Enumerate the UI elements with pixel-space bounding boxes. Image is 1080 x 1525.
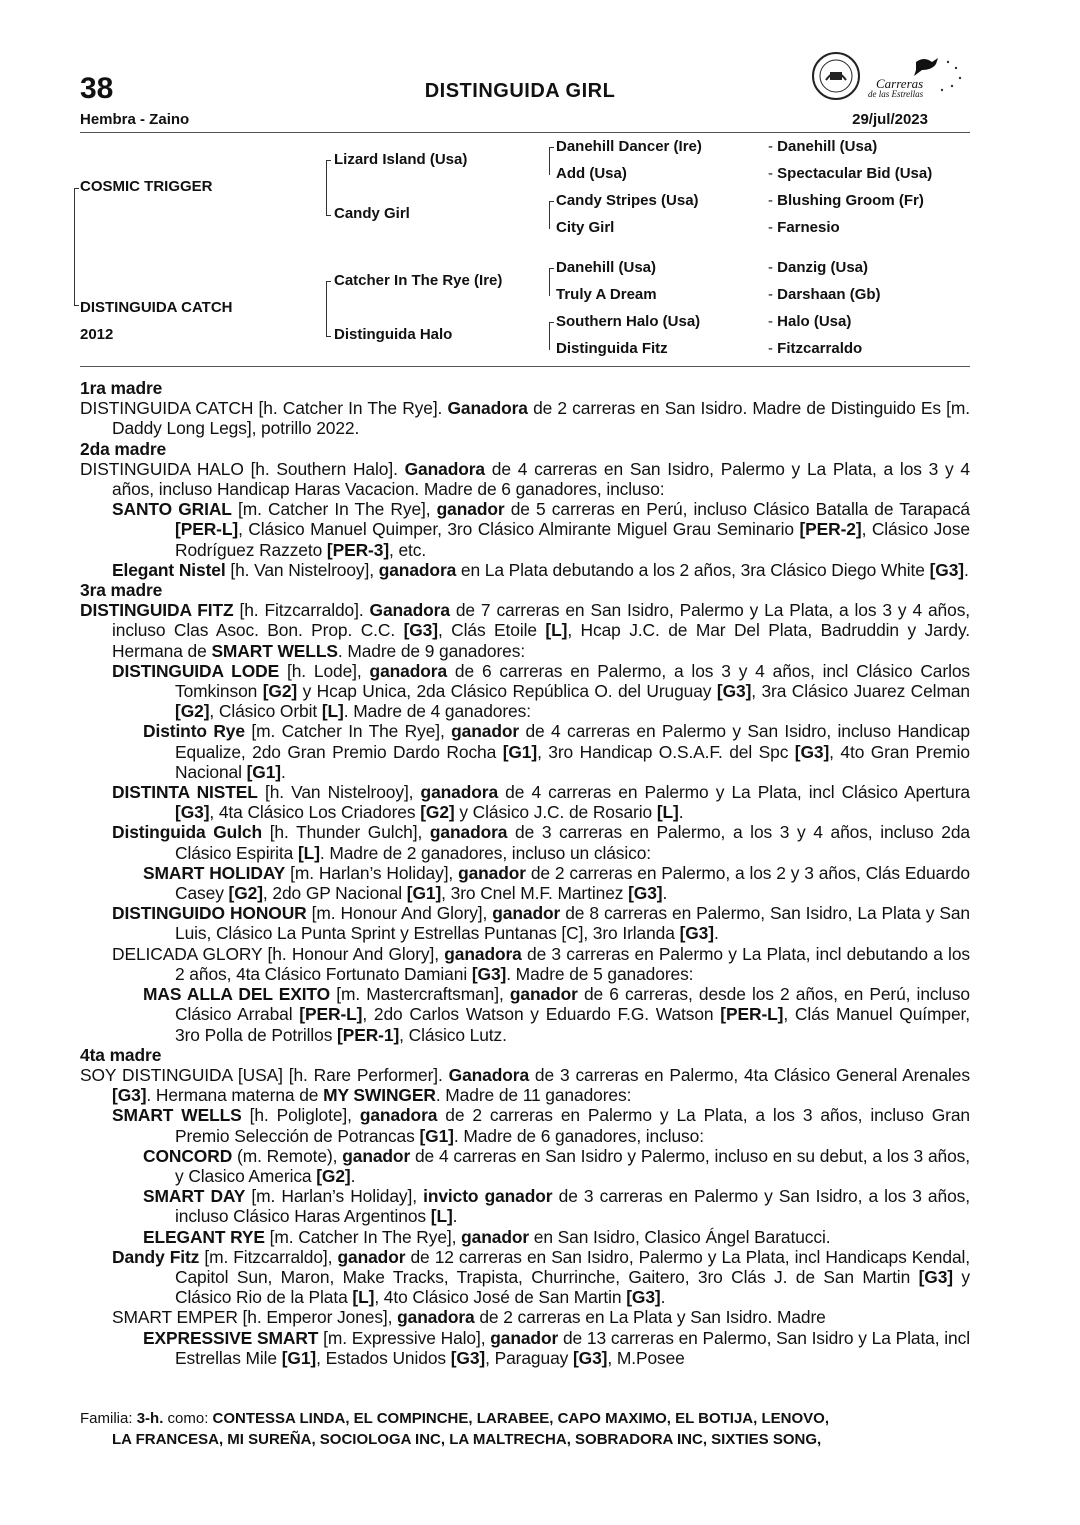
emphasis-text: [G3] [626,1287,661,1308]
emphasis-text: [L] [656,802,679,823]
emphasis-text: [G2] [228,883,263,904]
entry-text: [m. Catcher In The Rye], [264,1226,462,1247]
entry-text: [m. Mastercraftsman], [330,984,510,1005]
entry-text: . [350,1165,356,1186]
entry-text: de 2 carreras en La Plata y San Isidro. Madre [474,1307,826,1328]
emphasis-text: SANTO GRIAL [112,499,232,520]
emphasis-text: [G3] [628,883,663,904]
emphasis-text: ganadora [444,943,522,964]
entry-text: , Clásico Jose Rodríguez Razzeto [175,519,970,560]
emphasis-text: ganador [509,984,578,1005]
entry-text: , Clásico Orbit [209,701,322,722]
familia-como: como: [163,1410,213,1427]
entry-text: de 4 carreras en Palermo y La Plata, incl Clásico Apertura [498,782,970,803]
pedigree-year: 2012 [80,326,114,343]
emphasis-text: ganadora [369,660,448,681]
dam-entry [80,600,970,661]
emphasis-text: Ganadora [448,1064,530,1085]
entry-text: de 4 carreras en Palermo y San Isidro, incluso Handicap Equalize, 2do Gran Premio Dardo Rocha [175,721,970,762]
entry-text: de 7 carreras en San Isidro, Palermo y La Plata, a los 3 y 4 años, incluso Clas Asoc. Bon. Prop. C.C. [112,600,971,641]
emphasis-text: [L] [545,620,568,641]
entry-text: [m. Harlan’s Holiday], [285,862,459,883]
emphasis-text: DISTINGUIDA FITZ [80,600,234,621]
familia-number: 3-h. [136,1410,164,1427]
emphasis-text: [L] [297,842,320,863]
pedigree-tick [549,201,554,202]
produce-entry [80,984,970,1045]
emphasis-text: [G1] [281,1347,317,1368]
emphasis-text: [L] [430,1206,453,1227]
entry-text: , Clás Etoile [437,620,546,641]
emphasis-text: Ganadora [404,458,485,479]
produce-entry [80,560,970,580]
emphasis-text: ganadora [397,1307,475,1328]
date: 29/jul/2023 [852,111,928,128]
pedigree-gen4-name: Blushing Groom (Fr) [777,192,924,209]
pedigree-tick [326,336,331,337]
entry-text: de 12 carreras en San Isidro, Palermo y La Plata, incl Handicaps Kendal, Capitol Sun, Maron, Make Tracks, Trapista, Churrinche, Gaitero, 3ro Clás J. de San Martin [175,1246,971,1287]
pedigree-sire: COSMIC TRIGGER [80,178,213,195]
entry-text: de 4 carreras en San Isidro y Palermo, incluso en su debut, a los 3 años, y Clasico America [175,1145,970,1186]
entry-text: de 13 carreras en Palermo, San Isidro y La Plata, incl Estrellas Mile [175,1327,970,1368]
entry-text: , 3ra Clásico Juarez Celman [751,681,970,702]
entry-text: [h. Van Nistelrooy], [225,559,379,580]
pedigree-gen4: - Halo (Usa) [768,313,852,330]
emphasis-text: ganadora [429,822,508,843]
entry-text: SMART EMPER [h. Emperor Jones], [112,1307,398,1328]
emphasis-text: MY SWINGER [323,1085,436,1106]
entry-text: , Paraguay [485,1347,573,1368]
entry-text: . Hermana materna de [146,1085,324,1106]
entry-text: , 3ro Handicap O.S.A.F. del Spc [537,741,795,762]
produce-entry [80,1105,970,1145]
pedigree-gen3: Danehill (Usa) [556,259,657,276]
emphasis-text: [G3] [929,559,964,580]
emphasis-text: SMART WELLS [211,640,338,661]
entry-text: de 4 carreras en San Isidro, Palermo y La Plata, a los 3 y 4 años, incluso Handicap Haras Vacacion. Madre de 6 ganadores, incluso: [112,458,970,500]
entry-text: [h. Poliglote], [241,1105,360,1126]
emphasis-text: DISTINGUIDA LODE [112,660,280,681]
entry-text: , M.Posee [607,1347,685,1368]
entry-text: , 4to Clásico José de San Martin [374,1287,627,1308]
pedigree-tick [326,281,331,282]
entry-text: y Hcap Unica, 2da Clásico República O. del Uruguay [297,681,717,702]
pedigree-tick [549,147,554,148]
emphasis-text: [G3] [450,1347,486,1368]
entry-text: , Clásico Lutz. [399,1024,507,1045]
entry-text: , 3ro Cnel M.F. Martinez [441,883,629,904]
pedigree-gen4-name: Danehill (Usa) [777,138,878,155]
emphasis-text: [G3] [918,1266,953,1287]
produce-entry [80,1328,970,1368]
pedigree-divider [80,366,970,367]
produce-entry [80,1227,970,1247]
dam-entry [80,398,970,438]
section-heading: 2da madre [80,438,167,459]
pedigree-gen4: - Danehill (Usa) [768,138,878,155]
emphasis-text: [L] [321,701,344,722]
entry-text: . [964,559,969,580]
section-heading: 1ra madre [80,378,163,398]
entry-text: [m. Harlan’s Holiday], [245,1186,424,1207]
emphasis-text: CONCORD [143,1145,233,1166]
familia-label: Familia: [80,1410,137,1427]
entry-text: [m. Catcher In The Rye], [231,499,437,520]
produce-entry [80,1307,970,1327]
pedigree-gen4-name: Farnesio [777,219,840,236]
produce-entry [80,499,970,560]
pedigree-bracket [74,188,75,306]
pedigree-gen4: - Darshaan (Gb) [768,286,881,303]
emphasis-text: MAS ALLA DEL EXITO [143,984,331,1005]
emphasis-text: [G3] [112,1085,147,1106]
emphasis-text: [G2] [175,701,210,722]
pedigree-bracket [326,281,327,337]
emphasis-text: ganadora [359,1105,438,1126]
entry-text: de 2 carreras en Palermo, a los 2 y 3 años, Clás Eduardo Casey [175,862,970,904]
pedigree-bracket [549,147,550,175]
entry-text: DELICADA GLORY [h. Honour And Glory], [112,943,445,964]
emphasis-text: [PER-2] [799,519,862,540]
entry-text: DISTINGUIDA CATCH [h. Catcher In The Rye]. [80,398,448,419]
emphasis-text: ganador [492,903,561,924]
entry-text: , etc. [389,539,427,560]
dam-entry [80,1065,970,1105]
entry-text: de 2 carreras en Palermo y La Plata, a los 3 años, incluso Gran Premio Selección de Potrancas [175,1105,970,1146]
produce-entry [80,782,970,822]
produce-entry [80,661,970,722]
logo-text-estrellas: de las Estrellas [868,89,924,99]
pedigree-tick [326,215,331,216]
familia-horses-2: LA FRANCESA, MI SUREÑA, SOCIOLOGA INC, LA MALTRECHA, SOBRADORA INC, SIXTIES SONG, [112,1431,822,1448]
emphasis-text: ganador [436,499,505,520]
entry-text: [h. Thunder Gulch], [262,822,430,843]
emphasis-text: ganador [458,862,526,883]
emphasis-text: ganador [342,1145,411,1166]
emphasis-text: Ganadora [447,398,528,419]
emphasis-text: [G2] [316,1165,351,1186]
pedigree-gen4-name: Darshaan (Gb) [777,286,881,303]
entry-text: [m. Expressive Halo], [318,1327,491,1348]
emphasis-text: [G3] [403,620,438,641]
female-family-text [80,378,970,1368]
pedigree-gen2: Lizard Island (Usa) [334,151,468,168]
emphasis-text: [G1] [246,761,281,782]
entry-text: en La Plata debutando a los 2 años, 3ra Clásico Diego White [456,559,930,580]
emphasis-text: EXPRESSIVE SMART [143,1327,319,1348]
carreras-de-las-estrellas-logo [808,48,968,104]
familia-horses-1: CONTESSA LINDA, EL COMPINCHE, LARABEE, CAPO MAXIMO, EL BOTIJA, LENOVO, [212,1410,829,1427]
pedigree-tick [326,160,331,161]
entry-text: de 2 carreras en San Isidro. Madre de Distinguido Es [m. Daddy Long Legs], potrillo 2022. [112,398,970,439]
produce-entry [80,1146,970,1186]
familia-line-1 [80,1408,980,1429]
entry-text: de 3 carreras en Palermo, a los 3 y 4 años, incluso 2da Clásico Espirita [175,822,971,863]
pedigree-gen3: Danehill Dancer (Ire) [556,138,702,155]
pedigree-gen3: Truly A Dream [556,286,657,303]
horse-name-title: DISTINGUIDA GIRL [424,80,616,102]
entry-text: de 5 carreras en Perú, incluso Clásico Batalla de Tarapacá [504,499,970,520]
pedigree-gen3: City Girl [556,219,615,236]
emphasis-text: [PER-L] [720,1004,784,1025]
entry-text: de 3 carreras en Palermo y La Plata, incl debutando a los 2 años, 4ta Clásico Fortunato Damiani [175,943,970,984]
entry-text: de 3 carreras en Palermo y San Isidro, a los 3 años, incluso Clásico Haras Argentinos [175,1186,970,1227]
pedigree-gen4: - Fitzcarraldo [768,340,863,357]
entry-text: de 8 carreras en Palermo, San Isidro, La Plata y San Luis, Clásico La Punta Sprint y Estrellas Puntanas [C], 3ro Irlanda [175,903,970,944]
entry-text: , Hcap J.C. de Mar Del Plata, Badruddin y Jardy. Hermana de [112,620,970,661]
pedigree-tick [549,322,554,323]
entry-text: . Madre de 6 ganadores, incluso: [453,1125,704,1146]
entry-text: . [660,1287,666,1308]
page-number: 38 [80,72,114,105]
pedigree-gen3: Candy Stripes (Usa) [556,192,699,209]
emphasis-text: Ganadora [369,600,450,621]
entry-text: [m. Catcher In The Rye], [244,721,452,742]
pedigree-gen3: Add (Usa) [556,165,627,182]
emphasis-text: [PER-3] [326,539,390,560]
top-divider [80,132,970,133]
entry-text: de 3 carreras en Palermo, 4ta Clásico General Arenales [529,1064,970,1085]
entry-text: . Madre de 9 ganadores: [337,640,526,661]
entry-text: . [662,883,668,904]
emphasis-text: ganador [461,1226,530,1247]
emphasis-text: ganador [490,1327,559,1348]
entry-text: , 2do GP Nacional [262,883,407,904]
entry-text: . [678,802,684,823]
pedigree-gen2: Catcher In The Rye (Ire) [334,272,503,289]
entry-text: [h. Van Nistelrooy], [257,782,421,803]
produce-entry [80,1247,970,1308]
entry-text: , Clásico Manuel Quimper, 3ro Clásico Almirante Miguel Grau Seminario [238,519,800,540]
produce-entry [80,1186,970,1226]
emphasis-text: Dandy Fitz [112,1246,200,1267]
produce-entry [80,721,970,782]
produce-entry [80,822,970,862]
entry-text: DISTINGUIDA HALO [h. Southern Halo]. [80,458,405,479]
pedigree-gen3: Southern Halo (Usa) [556,313,701,330]
emphasis-text: ELEGANT RYE [143,1226,265,1247]
emphasis-text: [G3] [679,923,714,944]
pedigree-gen4-name: Danzig (Usa) [777,259,869,276]
emphasis-text: [PER-L] [175,519,239,540]
entry-text: . [713,923,719,944]
emphasis-text: ganadora [378,559,457,580]
emphasis-text: [G1] [502,741,538,762]
pedigree-tick [549,268,554,269]
pedigree-tick [74,188,79,189]
emphasis-text: SMART DAY [143,1186,246,1207]
pedigree-gen4: - Blushing Groom (Fr) [768,192,924,209]
pedigree-gen2: Distinguida Halo [334,326,453,343]
entry-text: [m. Fitzcarraldo], [199,1246,338,1267]
entry-text: , Estados Unidos [316,1347,451,1368]
pedigree-bracket [326,160,327,216]
produce-entry [80,903,970,943]
emphasis-text: DISTINTA NISTEL [112,782,258,803]
entry-text: , Clás Manuel Químper, 3ro Polla de Potrillos [175,1004,970,1045]
emphasis-text: invicto ganador [423,1186,553,1207]
pedigree-dam: DISTINGUIDA CATCH [80,299,233,316]
emphasis-text: SMART HOLIDAY [143,862,286,883]
emphasis-text: [G2] [262,681,298,702]
emphasis-text: SMART WELLS [112,1105,242,1126]
entry-text: y Clásico Rio de la Plata [175,1266,970,1308]
emphasis-text: Elegant Nistel [112,559,226,580]
emphasis-text: ganadora [420,782,499,803]
entry-text: en San Isidro, Clasico Ángel Baratucci. [529,1226,831,1247]
emphasis-text: Distinguida Gulch [112,822,263,843]
entry-text: , 2do Carlos Watson y Eduardo F.G. Watson [362,1004,721,1025]
emphasis-text: [G3] [572,1347,608,1368]
emphasis-text: [G3] [471,963,507,984]
pedigree-gen4-name: Fitzcarraldo [777,340,863,357]
pedigree-gen2: Candy Girl [334,205,410,222]
emphasis-text: ganador [337,1246,406,1267]
entry-text: SOY DISTINGUIDA [USA] [h. Rare Performer]. [80,1064,449,1085]
section-heading: 4ta madre [80,1044,162,1065]
entry-text: y Clásico J.C. de Rosario [454,802,657,823]
entry-text: de 6 carreras, desde los 2 años, en Perú, incluso Clásico Arrabal [175,984,970,1025]
pedigree-gen4-name: Halo (Usa) [777,313,852,330]
entry-text: . Madre de 5 ganadores: [506,963,694,984]
entry-text: de 6 carreras en Palermo, a los 3 y 4 años, incl Clásico Carlos Tomkinson [175,660,971,702]
emphasis-text: [PER-L] [299,1004,363,1025]
emphasis-text: [PER-1] [337,1024,400,1045]
emphasis-text: [L] [352,1287,375,1308]
familia-line [80,1408,980,1450]
entry-text: (m. Remote), [232,1145,343,1166]
entry-text: , 4to Gran Premio Nacional [175,741,970,782]
pedigree-gen3: Distinguida Fitz [556,340,668,357]
emphasis-text: [G1] [406,883,442,904]
emphasis-text: Distinto Rye [143,721,245,742]
section-heading: 3ra madre [80,580,163,601]
entry-text: . [281,761,286,782]
entry-text: [m. Honour And Glory], [306,903,493,924]
entry-text: , 4ta Clásico Los Criadores [209,802,421,823]
emphasis-text: [G2] [420,802,455,823]
pedigree-gen4-name: Spectacular Bid (Usa) [777,165,933,182]
entry-text: [h. Fitzcarraldo]. [233,600,370,621]
emphasis-text: [G3] [794,741,830,762]
produce-entry [80,863,970,903]
pedigree-bracket [549,201,550,229]
pedigree-tick [74,305,79,306]
pedigree-bracket [549,268,550,296]
entry-text: . Madre de 2 ganadores, incluso un clásico: [319,842,652,863]
emphasis-text: [G3] [716,681,752,702]
entry-text: . [452,1206,458,1227]
pedigree-gen4: - Spectacular Bid (Usa) [768,165,933,182]
entry-text: . Madre de 11 ganadores: [435,1085,632,1106]
pedigree-bracket [549,322,550,350]
produce-entry [80,944,970,984]
emphasis-text: [G3] [175,802,210,823]
dam-entry [80,459,970,499]
emphasis-text: ganador [451,721,520,742]
entry-text: [h. Lode], [279,660,370,681]
familia-line-2 [80,1429,980,1450]
sex-color: Hembra - Zaino [80,111,190,128]
pedigree-gen4: - Farnesio [768,219,840,236]
logo-text-carreras: Carreras [876,76,924,91]
emphasis-text: [G1] [419,1125,454,1146]
entry-text: . Madre de 4 ganadores: [343,701,531,722]
emphasis-text: DISTINGUIDO HONOUR [112,903,307,924]
pedigree-gen4: - Danzig (Usa) [768,259,869,276]
